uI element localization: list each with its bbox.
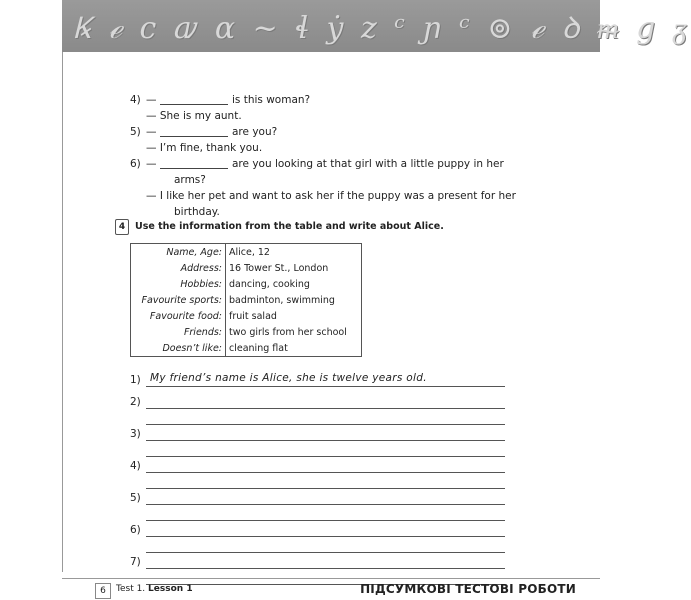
answer-item-2[interactable] (130, 396, 505, 428)
answer-number: 5) (130, 492, 141, 504)
answer-lines (130, 374, 505, 588)
table-row (131, 324, 362, 340)
table-label: Friends: (131, 324, 226, 340)
question-text: are you? (232, 126, 278, 138)
answer-row-4 (130, 108, 530, 124)
dash: — (146, 158, 157, 170)
table-row (131, 260, 362, 276)
answer-row-6 (130, 188, 530, 204)
answer-row-5 (130, 140, 530, 156)
table-label: Address: (131, 260, 226, 276)
exercise-instruction: Use the information from the table and write about Alice. (135, 221, 444, 232)
page-frame-line (62, 52, 63, 572)
test-label: Test 1. (116, 584, 146, 594)
table-row (131, 244, 362, 261)
answer-item-3[interactable] (130, 428, 505, 460)
answer-item-5[interactable] (130, 492, 505, 524)
blank-line[interactable] (160, 136, 228, 137)
blank-line[interactable] (160, 168, 228, 169)
table-row (131, 276, 362, 292)
table-value: cleaning flat (229, 342, 288, 354)
question-text: is this woman? (232, 94, 311, 106)
table-label: Name, Age: (131, 244, 226, 261)
table-label: Hobbies: (131, 276, 226, 292)
exercise-4-heading (115, 219, 444, 235)
lesson-label (116, 584, 193, 594)
dash: — (146, 94, 157, 106)
answer-text-cont: birthday. (174, 206, 220, 218)
exercise-3-block (130, 92, 530, 220)
handwritten-answer: My friend’s name is Alice, she is twelve years old. (150, 372, 427, 384)
answer-item-1[interactable] (130, 374, 505, 396)
table-value: fruit salad (229, 310, 277, 322)
writing-line[interactable] (146, 568, 505, 569)
table-row (131, 292, 362, 308)
writing-line[interactable] (146, 536, 505, 537)
dash: — (146, 126, 157, 138)
table-value: dancing, cooking (229, 278, 310, 290)
question-row-4 (130, 92, 530, 108)
decorative-letters: Ꝃ ℯ c ꜹ ɑ ~ ɬ ẏ z ᶜ ɲ ᶜ ⊚ ℯ ꝺ ᵯ g ᵹ (72, 11, 691, 46)
question-row-5 (130, 124, 530, 140)
section-title: ПІДСУМКОВІ ТЕСТОВІ РОБОТИ (360, 582, 576, 596)
table-row (131, 340, 362, 357)
writing-line[interactable] (146, 552, 505, 553)
footer-rule (62, 578, 600, 579)
table-value: 16 Tower St., London (229, 262, 329, 274)
answer-text: — I like her pet and want to ask her if the puppy was a present for her (146, 190, 516, 202)
page-number: 6 (95, 583, 111, 599)
writing-line[interactable] (146, 456, 505, 457)
exercise-number-box: 4 (115, 219, 129, 235)
answer-number: 3) (130, 428, 141, 440)
writing-line[interactable] (146, 488, 505, 489)
lesson-name: Lesson 1 (148, 584, 193, 594)
writing-line[interactable] (146, 440, 505, 441)
writing-line[interactable] (146, 520, 505, 521)
answer-row-6-cont (130, 204, 530, 220)
table-label: Doesn’t like: (131, 340, 226, 357)
table-row (131, 308, 362, 324)
question-text-cont: arms? (174, 174, 206, 186)
answer-number: 4) (130, 460, 141, 472)
writing-line[interactable] (146, 424, 505, 425)
table-label: Favourite food: (131, 308, 226, 324)
table-value: Alice, 12 (229, 246, 270, 258)
question-row-6 (130, 156, 530, 172)
answer-text: — I’m fine, thank you. (146, 142, 263, 154)
answer-text: — She is my aunt. (146, 110, 242, 122)
header-banner (62, 0, 691, 52)
writing-line[interactable] (146, 472, 505, 473)
answer-number: 6) (130, 524, 141, 536)
question-number: 4) (130, 94, 141, 106)
writing-line[interactable] (146, 504, 505, 505)
answer-number: 2) (130, 396, 141, 408)
answer-number: 7) (130, 556, 141, 568)
writing-line[interactable] (146, 408, 505, 409)
question-row-6-cont (130, 172, 530, 188)
blank-line[interactable] (160, 104, 228, 105)
question-text: are you looking at that girl with a little puppy in her (232, 158, 504, 170)
table-value: badminton, swimming (229, 294, 335, 306)
table-value: two girls from her school (229, 326, 347, 338)
alice-info-table (130, 243, 362, 357)
answer-item-6[interactable] (130, 524, 505, 556)
table-label: Favourite sports: (131, 292, 226, 308)
writing-line[interactable] (146, 386, 505, 387)
question-number: 6) (130, 158, 141, 170)
page-footer (62, 578, 600, 600)
answer-item-4[interactable] (130, 460, 505, 492)
answer-number: 1) (130, 374, 141, 386)
question-number: 5) (130, 126, 141, 138)
